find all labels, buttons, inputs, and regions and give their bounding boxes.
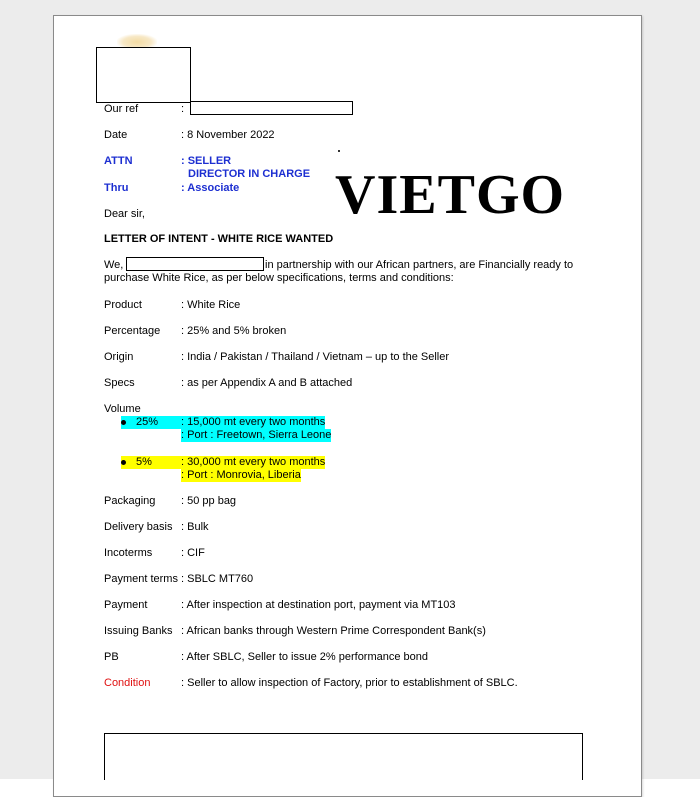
attn-title: DIRECTOR IN CHARGE	[188, 168, 311, 180]
term-value: : CIF	[181, 547, 205, 559]
condition-value: : Seller to allow inspection of Factory, prior to establishment of SBLC.	[181, 677, 518, 689]
term-label: Payment terms	[104, 573, 178, 585]
intro-we: We,	[104, 259, 124, 271]
term-label: Incoterms	[104, 547, 153, 559]
redacted-logo-box	[96, 47, 191, 103]
spec-label: Percentage	[104, 325, 161, 337]
bullet-icon	[121, 460, 126, 465]
term-value: : SBLC MT760	[181, 573, 254, 585]
spec-label: Specs	[104, 377, 135, 389]
attn-label: ATTN	[104, 155, 133, 167]
bullet-icon	[121, 420, 126, 425]
term-label: Issuing Banks	[104, 625, 173, 637]
term-value: : Bulk	[181, 521, 209, 533]
stray-mark	[338, 150, 340, 152]
volume-5-port: : Port : Monrovia, Liberia	[181, 469, 301, 481]
term-label: Packaging	[104, 495, 156, 507]
condition-label: Condition	[104, 677, 151, 689]
thru-label: Thru	[104, 182, 129, 194]
volume-5-percent: 5%	[121, 456, 181, 469]
term-value: : After inspection at destination port, payment via MT103	[181, 599, 456, 611]
spec-label: Origin	[104, 351, 134, 363]
term-label: Payment	[104, 599, 148, 611]
thru-value: : Associate	[181, 182, 240, 194]
redacted-ref	[190, 101, 353, 115]
attn-value: : SELLER	[181, 155, 232, 167]
spec-value: : India / Pakistan / Thailand / Vietnam – up to the Seller	[181, 351, 450, 363]
spec-value: : White Rice	[181, 299, 241, 311]
spec-value: : as per Appendix A and B attached	[181, 377, 353, 389]
term-label: PB	[104, 651, 119, 663]
spec-value: : 25% and 5% broken	[181, 325, 287, 337]
volume-25-quantity: : 15,000 mt every two months	[181, 416, 326, 428]
volume-5-quantity: : 30,000 mt every two months	[181, 456, 326, 468]
salutation: Dear sir,	[104, 208, 145, 220]
letter-subject: LETTER OF INTENT - WHITE RICE WANTED	[104, 233, 334, 245]
term-value: : 50 pp bag	[181, 495, 237, 507]
date-label: Date	[104, 129, 128, 141]
our-ref-label: Our ref	[104, 103, 139, 115]
intro-line-2: purchase White Rice, as per below specifications, terms and conditions:	[104, 272, 454, 284]
term-label: Delivery basis	[104, 521, 173, 533]
spec-label: Product	[104, 299, 142, 311]
date-value: : 8 November 2022	[181, 129, 275, 141]
brand-watermark: VIETGO	[335, 164, 566, 226]
redacted-signature-box	[104, 733, 583, 780]
volume-25-percent: 25%	[121, 416, 181, 429]
volume-label: Volume	[104, 403, 141, 415]
intro-line-1: in partnership with our African partners, are Financially ready to	[265, 259, 574, 271]
redacted-company	[126, 257, 264, 271]
term-value: : After SBLC, Seller to issue 2% performance bond	[181, 651, 429, 663]
term-value: : African banks through Western Prime Correspondent Bank(s)	[181, 625, 486, 637]
volume-25-port: : Port : Freetown, Sierra Leone	[181, 429, 332, 441]
our-ref-value: :	[181, 103, 185, 115]
